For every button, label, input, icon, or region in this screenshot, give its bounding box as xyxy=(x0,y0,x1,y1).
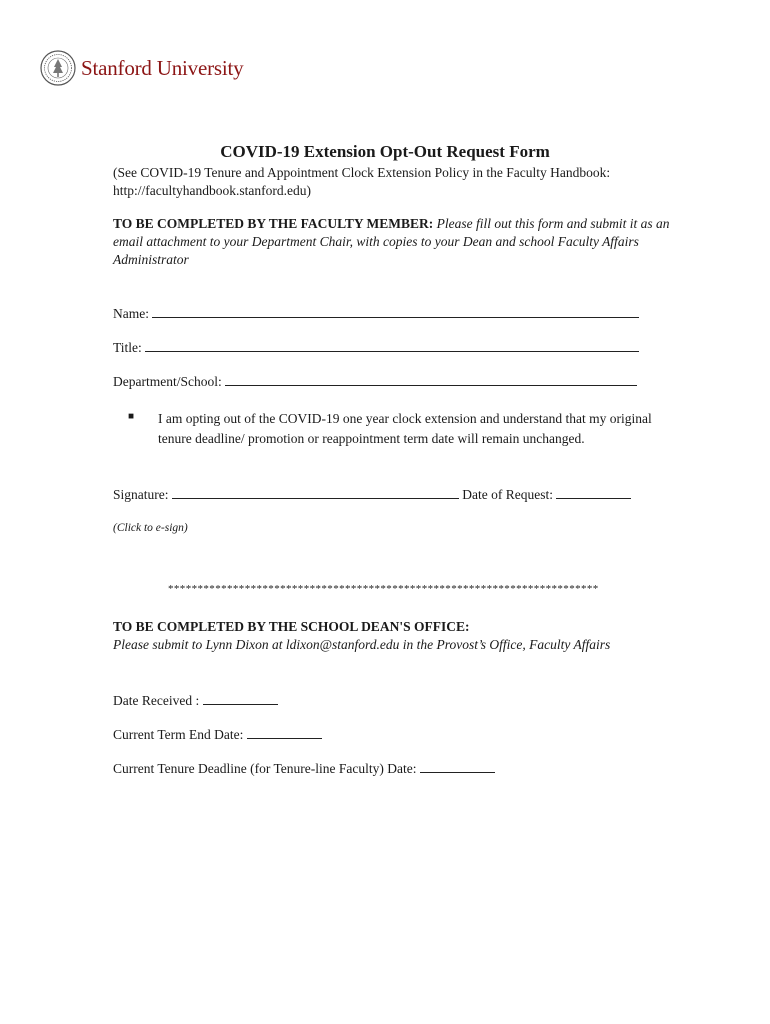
department-field[interactable] xyxy=(225,373,637,386)
term-end-field[interactable] xyxy=(247,726,322,739)
dean-section xyxy=(113,618,673,654)
date-received-field[interactable] xyxy=(203,692,278,705)
faculty-instructions xyxy=(113,215,673,269)
term-end-row xyxy=(113,726,322,744)
stanford-logo xyxy=(40,50,243,86)
opt-out-statement: I am opting out of the COVID-19 one year clock extension and understand that my original tenure deadline/ promotion or reappointment term date will remain unchanged. xyxy=(158,411,652,446)
name-row xyxy=(113,305,639,323)
title-field[interactable] xyxy=(145,339,639,352)
name-field[interactable] xyxy=(152,305,639,318)
name-label: Name: xyxy=(113,306,149,321)
title-row xyxy=(113,339,639,357)
dean-instructions: Please submit to Lynn Dixon at ldixon@stanford.edu in the Provost’s Office, Faculty Affairs xyxy=(113,637,611,652)
opt-out-item xyxy=(128,409,668,449)
date-request-label: Date of Request: xyxy=(462,487,553,502)
term-end-label: Current Term End Date: xyxy=(113,727,244,742)
form-title: COVID-19 Extension Opt-Out Request Form xyxy=(220,142,550,161)
signature-field[interactable] xyxy=(172,486,459,499)
tenure-deadline-row xyxy=(113,760,495,778)
policy-reference: (See COVID-19 Tenure and Appointment Clock Extension Policy in the Faculty Handbook: http://facultyhandbook.stanford.edu) xyxy=(113,165,611,198)
tenure-deadline-label: Current Tenure Deadline (for Tenure-line Faculty) Date: xyxy=(113,761,417,776)
bullet-icon: ■ xyxy=(128,411,135,422)
brand-name: Stanford University xyxy=(81,55,244,80)
section-separator: ************************************************************************* xyxy=(168,583,599,595)
signature-row xyxy=(113,486,631,504)
title-label: Title: xyxy=(113,340,142,355)
faculty-section-heading: TO BE COMPLETED BY THE FACULTY MEMBER: xyxy=(113,216,434,231)
esign-link[interactable]: (Click to e-sign) xyxy=(113,522,188,534)
department-row xyxy=(113,373,637,391)
dean-section-heading: TO BE COMPLETED BY THE SCHOOL DEAN'S OFFICE: xyxy=(113,619,470,634)
stanford-seal-icon xyxy=(40,50,76,86)
faculty-instructions-text: Please fill out this form and submit it as an email attachment to your Department Chair, with copies to your Dean and school Faculty Affairs Administrator xyxy=(113,216,670,267)
date-request-field[interactable] xyxy=(556,486,631,499)
signature-label: Signature: xyxy=(113,487,169,502)
date-received-label: Date Received : xyxy=(113,693,200,708)
date-received-row xyxy=(113,692,278,710)
tenure-deadline-field[interactable] xyxy=(420,760,495,773)
department-label: Department/School: xyxy=(113,374,222,389)
